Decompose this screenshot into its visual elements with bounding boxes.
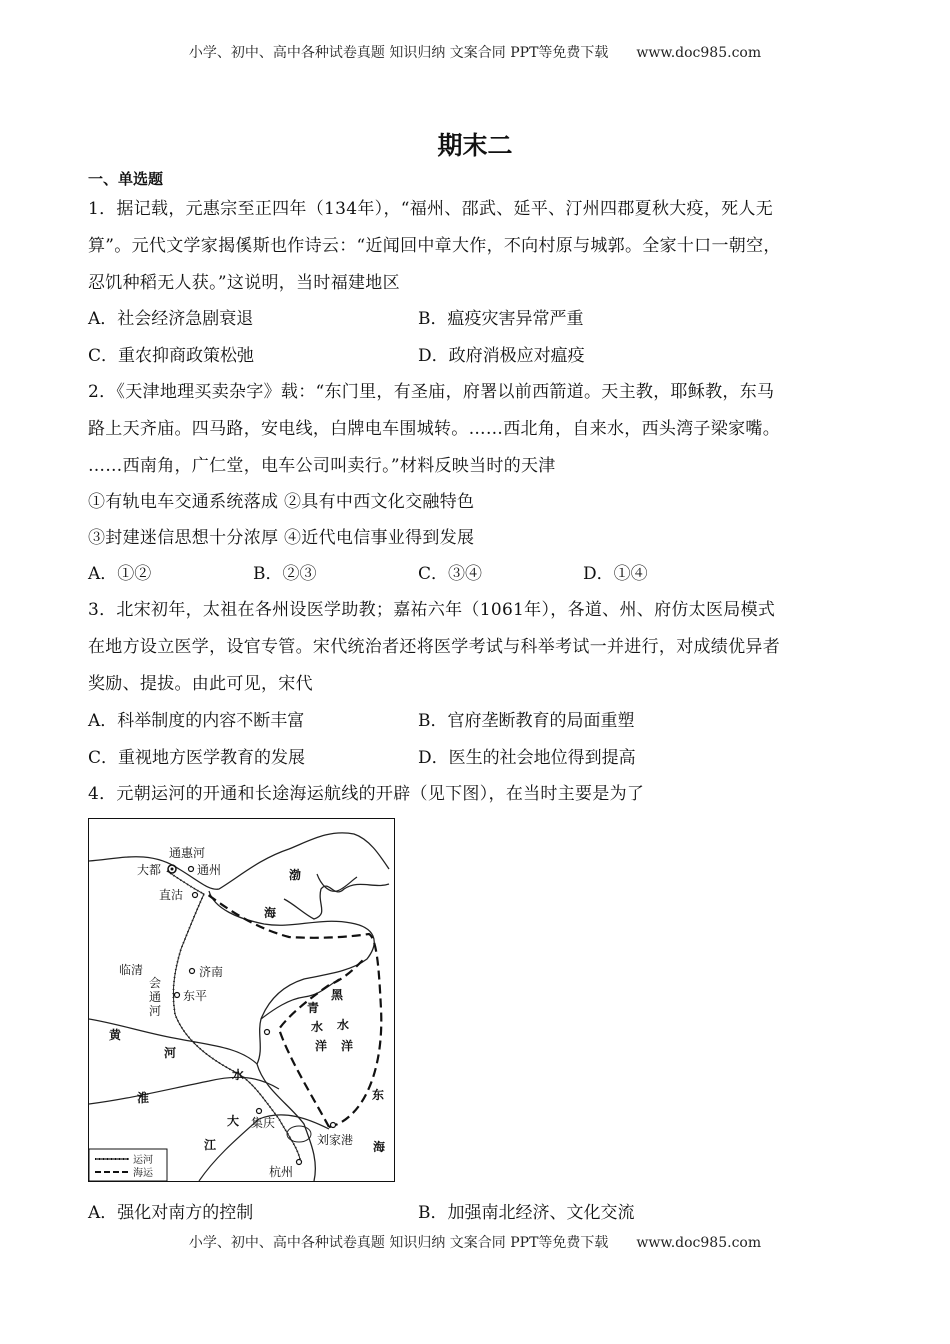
label-huai: 淮 bbox=[137, 1091, 150, 1105]
label-da: 大 bbox=[227, 1114, 240, 1128]
q4-option-b[interactable]: B．加强南北经济、文化交流 bbox=[418, 1203, 635, 1223]
q1-option-d[interactable]: D．政府消极应对瘟疫 bbox=[418, 346, 585, 366]
q3-line-3: 奖励、提拔。由此可见，宋代 bbox=[88, 674, 313, 694]
label-hui: 会 bbox=[149, 976, 162, 990]
q3-option-d[interactable]: D．医生的社会地位得到提高 bbox=[418, 748, 636, 768]
q4-option-a[interactable]: A．强化对南方的控制 bbox=[88, 1203, 254, 1223]
label-dongping: 东平 bbox=[183, 989, 208, 1003]
q2-option-c[interactable]: C．③④ bbox=[418, 564, 483, 584]
q1-option-a[interactable]: A．社会经济急剧衰退 bbox=[88, 309, 254, 329]
map-svg bbox=[89, 819, 394, 1181]
q1-option-b[interactable]: B．瘟疫灾害异常严重 bbox=[418, 309, 584, 329]
q3-option-b[interactable]: B．官府垄断教育的局面重塑 bbox=[418, 711, 635, 731]
q4-line-1: 4．元朝运河的开通和长途海运航线的开辟（见下图），在当时主要是为了 bbox=[88, 784, 645, 804]
label-jinan: 济南 bbox=[199, 965, 224, 979]
liaodong-coast bbox=[317, 874, 357, 891]
q3-line-2: 在地方设立医学，设官专管。宋代统治者还将医学考试与科举考试一并进行，对成绩优异者 bbox=[88, 637, 780, 657]
label-hai2: 海 bbox=[373, 1140, 386, 1154]
q3-line-1: 3．北宋初年，太祖在各州设医学助教；嘉祐六年（1061年），各道、州、府仿太医局模式 bbox=[88, 600, 776, 620]
q3-option-a[interactable]: A．科举制度的内容不断丰富 bbox=[88, 711, 305, 731]
q2-statement-1-2: ①有轨电车交通系统落成 ②具有中西文化交融特色 bbox=[88, 492, 475, 512]
q2-line-2: 路上天齐庙。四马路，安电线，白牌电车围城转。……西北角，自来水，西头湾子梁家嘴。 bbox=[88, 419, 780, 439]
label-tong: 通 bbox=[149, 990, 162, 1004]
label-he-canal: 河 bbox=[149, 1004, 162, 1018]
sea-route-outer bbox=[207, 894, 381, 1127]
coastline bbox=[89, 833, 389, 1181]
q3-option-c[interactable]: C．重视地方医学教育的发展 bbox=[88, 748, 306, 768]
label-jiqing: 集庆 bbox=[251, 1116, 276, 1130]
label-shui3: 水 bbox=[232, 1068, 245, 1082]
label-huang: 黄 bbox=[109, 1028, 122, 1042]
q2-option-d[interactable]: D．①④ bbox=[583, 564, 648, 584]
yuan-canal-sea-route-map bbox=[88, 818, 395, 1182]
page-title: 期末二 bbox=[437, 131, 513, 160]
label-linqing: 临清 bbox=[119, 963, 144, 977]
label-dong: 东 bbox=[372, 1088, 385, 1102]
q1-line-1: 1．据记载，元惠宗至正四年（134年），“福州、邵武、延平、汀州四郡夏秋大疫，死人无 bbox=[88, 199, 774, 219]
q2-option-a[interactable]: A．①② bbox=[88, 564, 152, 584]
header-text: 小学、初中、高中各种试卷真题 知识归纳 文案合同 PPT等免费下载 bbox=[188, 45, 609, 61]
map-legend bbox=[89, 1149, 167, 1181]
label-he: 河 bbox=[164, 1046, 177, 1060]
label-shui1: 水 bbox=[311, 1020, 324, 1034]
label-zhigu: 直沽 bbox=[159, 888, 184, 902]
q1-line-2: 算”。元代文学家揭傒斯也作诗云：“近闻回中章大作，不向村原与城郭。全家十口一朝空， bbox=[88, 236, 781, 256]
label-qing: 青 bbox=[307, 1001, 320, 1015]
q2-statement-3-4: ③封建迷信思想十分浓厚 ④近代电信事业得到发展 bbox=[88, 528, 475, 548]
label-yang1: 洋 bbox=[315, 1039, 328, 1053]
q2-option-b[interactable]: B．②③ bbox=[253, 564, 317, 584]
q2-line-3: ……西南角，广仁堂，电车公司叫卖行。”材料反映当时的天津 bbox=[88, 456, 556, 476]
footer-text: 小学、初中、高中各种试卷真题 知识归纳 文案合同 PPT等免费下载 bbox=[188, 1235, 609, 1251]
label-hangzhou: 杭州 bbox=[269, 1165, 294, 1179]
huai-river bbox=[89, 1077, 279, 1104]
page-footer bbox=[0, 1232, 950, 1252]
label-bo: 渤 bbox=[289, 868, 302, 882]
label-tonghuihe: 通惠河 bbox=[169, 846, 206, 860]
legend-sea: 海运 bbox=[133, 1168, 153, 1179]
footer-url[interactable]: www.doc985.com bbox=[636, 1235, 762, 1251]
label-liujiagang: 刘家港 bbox=[317, 1133, 354, 1147]
label-jiang: 江 bbox=[204, 1138, 217, 1152]
header-url[interactable]: www.doc985.com bbox=[636, 45, 762, 61]
label-hai1: 海 bbox=[264, 906, 277, 920]
label-shui2: 水 bbox=[337, 1018, 350, 1032]
legend-canal: 运河 bbox=[133, 1155, 153, 1166]
q2-line-1: 2．《天津地理买卖杂字》载：“东门里，有圣庙，府署以前西箭道。天主教，耶稣教，东马 bbox=[88, 382, 775, 402]
label-hei: 黑 bbox=[331, 988, 344, 1002]
section-heading: 一、单选题 bbox=[88, 170, 164, 188]
q1-option-c[interactable]: C．重农抑商政策松弛 bbox=[88, 346, 255, 366]
label-tongzhou: 通州 bbox=[197, 863, 222, 877]
q1-line-3: 忍饥种稻无人获。”这说明，当时福建地区 bbox=[88, 273, 400, 293]
label-dadu: 大都 bbox=[137, 863, 162, 877]
label-yang2: 洋 bbox=[341, 1039, 354, 1053]
page-header bbox=[0, 42, 950, 62]
